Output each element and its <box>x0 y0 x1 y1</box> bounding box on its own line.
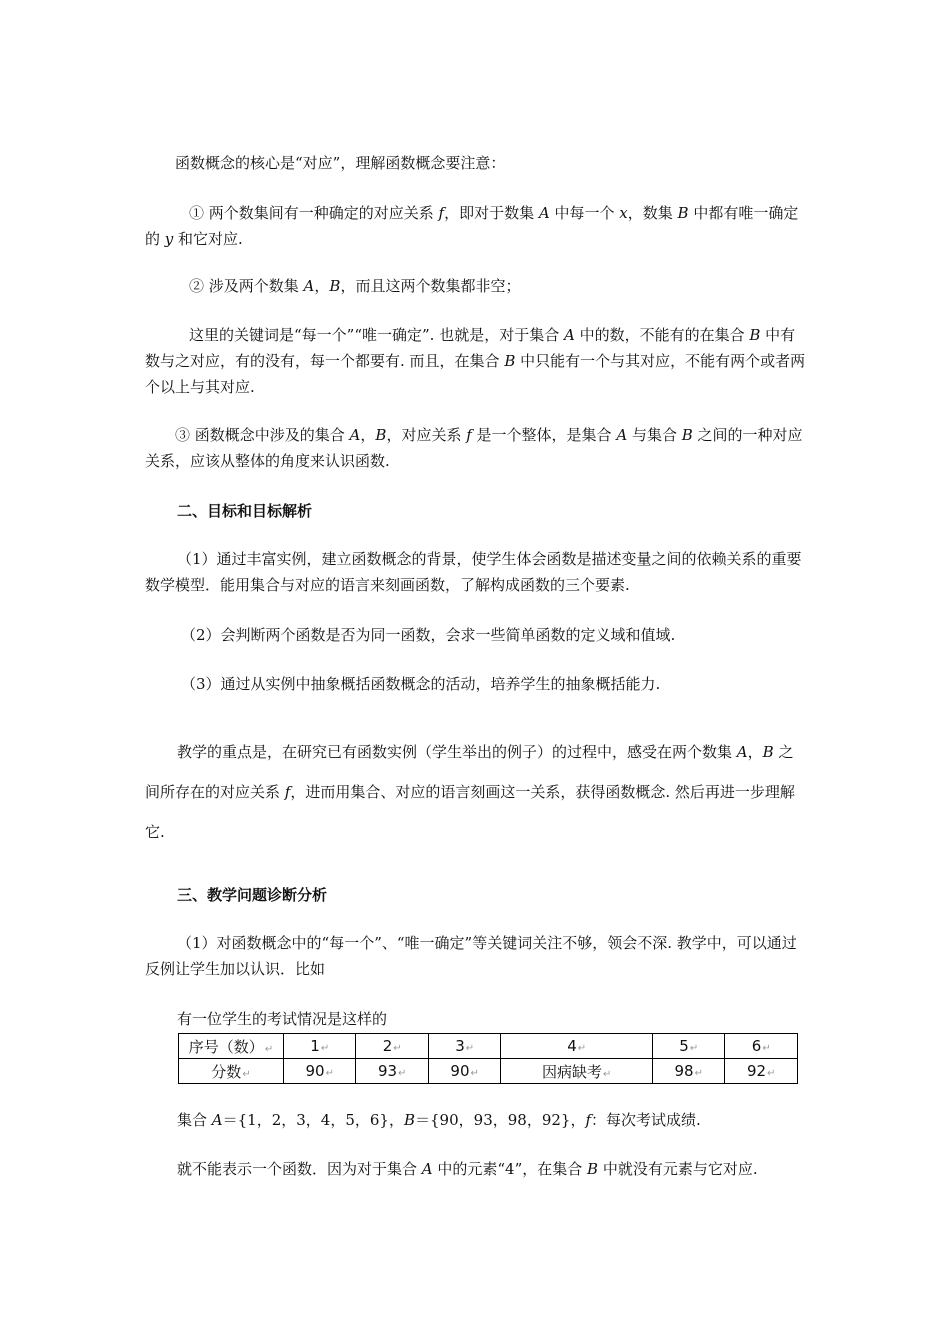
text: 中的数，不能有的在集合 <box>574 326 750 344</box>
var-b: B <box>329 277 341 295</box>
text: 是一个整体，是集合 <box>471 426 617 444</box>
text: 中就没有元素与它对应. <box>598 1160 758 1178</box>
text: ，数集 <box>627 204 678 222</box>
text: ＝{1，2，3，4，5，6}， <box>222 1111 404 1129</box>
var-b: B <box>681 426 693 444</box>
table-cell: 6↵ <box>725 1034 798 1059</box>
var-a: A <box>616 426 628 444</box>
text: ，即对于数集 <box>444 204 539 222</box>
table-cell: 1↵ <box>284 1034 356 1059</box>
var-x: x <box>619 204 628 222</box>
goal-3-paragraph: （3）通过从实例中抽象概括函数概念的活动，培养学生的抽象概括能力. <box>181 675 661 693</box>
table-cell: 序号（数）↵ <box>179 1034 284 1059</box>
text: 中只能有一个与其对应，不能有两个或者两个以上与其对应. <box>145 352 806 396</box>
table-cell: 4↵ <box>501 1034 653 1059</box>
var-b: B <box>587 1160 599 1178</box>
var-b: B <box>677 204 689 222</box>
var-a: A <box>349 426 361 444</box>
table-cell: 5↵ <box>653 1034 725 1059</box>
keywords-paragraph <box>145 322 807 400</box>
text: 就不能表示一个函数．因为对于集合 <box>177 1160 422 1178</box>
table-cell: 98↵ <box>653 1059 725 1084</box>
text: 中每一个 <box>549 204 620 222</box>
section-3-heading: 三、教学问题诊断分析 <box>177 886 328 904</box>
var-a: A <box>303 277 315 295</box>
text: 集合 <box>177 1111 212 1129</box>
var-f: f <box>585 1111 592 1129</box>
text: 教学的重点是，在研究已有函数实例（学生举出的例子）的过程中，感受在两个数集 <box>177 743 737 761</box>
conclusion-paragraph <box>145 1156 807 1182</box>
table-cell: 90↵ <box>284 1059 356 1084</box>
table-cell: 93↵ <box>356 1059 428 1084</box>
table-cell: 92↵ <box>725 1059 798 1084</box>
text: ：每次考试成绩. <box>591 1111 701 1129</box>
text: ② 涉及两个数集 <box>189 277 304 295</box>
point-3-paragraph <box>145 422 807 474</box>
table-caption: 有一位学生的考试情况是这样的 <box>177 1010 388 1028</box>
goal-2-paragraph: （2）会判断两个函数是否为同一函数，会求一些简单函数的定义域和值域. <box>181 626 676 644</box>
var-a: A <box>736 743 748 761</box>
var-f: f <box>284 783 291 801</box>
intro-paragraph: 函数概念的核心是“对应”，理解函数概念要注意： <box>175 154 506 172</box>
text: ① 两个数集间有一种确定的对应关系 <box>189 204 439 222</box>
text: 这里的关键词是“每一个”“唯一确定”. 也就是，对于集合 <box>189 326 564 344</box>
table-cell: 90↵ <box>428 1059 500 1084</box>
point-1-paragraph <box>145 200 807 252</box>
var-f: f <box>466 426 472 444</box>
text: ， <box>314 277 330 295</box>
var-b: B <box>504 352 516 370</box>
text: 中的元素“4”，在集合 <box>432 1160 588 1178</box>
point-2-paragraph <box>145 273 807 299</box>
diagnosis-1-paragraph: （1）对函数概念中的“每一个”、“唯一确定”等关键词关注不够，领会不深. 教学中，可以通过反例让学生加以认识．比如 <box>145 934 797 978</box>
text: ， <box>747 743 763 761</box>
table-cell: 2↵ <box>356 1034 428 1059</box>
text: ， <box>360 426 376 444</box>
var-a: A <box>421 1160 433 1178</box>
table-cell: 分数↵ <box>179 1059 284 1084</box>
text: 之间的一种对应关系，应该从整体的角度来认识函数. <box>145 426 803 470</box>
text: ③ 函数概念中涉及的集合 <box>175 426 350 444</box>
text: ，进而用集合、对应的语言刻画这一关系，获得函数概念. 然后再进一步理解它. <box>145 783 795 841</box>
table-cell: 3↵ <box>428 1034 500 1059</box>
text: 中有数与之对应，有的没有，每一个都要有. 而且，在集合 <box>145 326 796 370</box>
var-a: A <box>211 1111 223 1129</box>
table-row <box>179 1059 798 1084</box>
var-b: B <box>375 426 387 444</box>
var-b: B <box>403 1111 416 1129</box>
exam-score-table <box>178 1033 798 1084</box>
set-definition-paragraph <box>145 1107 807 1133</box>
text: ，对应关系 <box>386 426 467 444</box>
var-a: A <box>563 326 575 344</box>
text: 之间所存在的对应关系 <box>145 743 794 801</box>
section-2-heading: 二、目标和目标解析 <box>177 502 313 520</box>
text: 与集合 <box>627 426 682 444</box>
var-b: B <box>762 743 774 761</box>
text: ＝{90，93，98，92}， <box>415 1111 586 1129</box>
table-row <box>179 1034 798 1059</box>
var-a: A <box>538 204 550 222</box>
var-f: f <box>438 204 445 222</box>
goal-1-paragraph: （1）通过丰富实例，建立函数概念的背景，使学生体会函数是描述变量之间的依赖关系的重要数学模型．能用集合与对应的语言来刻画函数，了解构成函数的三个要素. <box>145 550 802 594</box>
text: 和它对应. <box>173 230 243 248</box>
table-cell: 因病缺考↵ <box>501 1059 653 1084</box>
var-b: B <box>749 326 761 344</box>
text: ，而且这两个数集都非空； <box>340 277 521 295</box>
var-y: y <box>164 230 174 248</box>
text: 中都有唯一确定的 <box>145 204 799 248</box>
focus-paragraph <box>145 732 807 852</box>
